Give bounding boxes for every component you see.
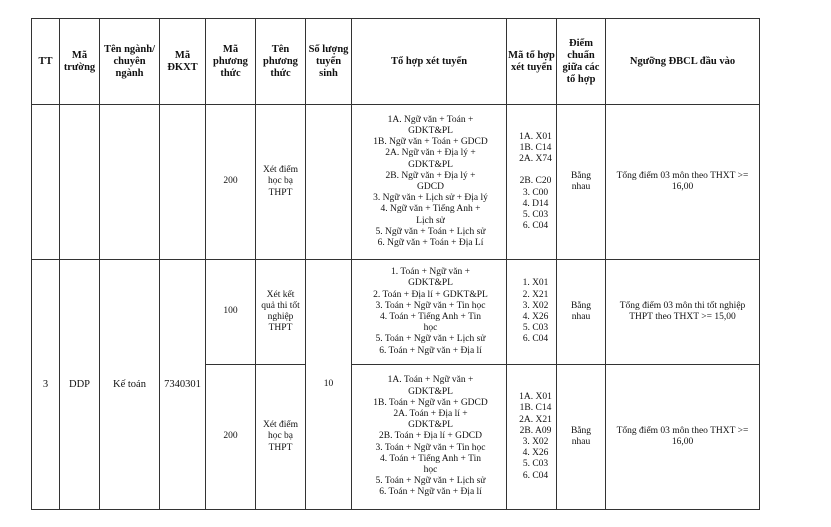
method-name-text: Xét kết quả thi tốt nghiệp THPT	[261, 289, 300, 334]
header-quota: Số lượng tuyển sinh	[306, 19, 352, 105]
cell-tt	[32, 105, 60, 260]
combo-line: học	[423, 323, 438, 334]
combo-code-line: 3. X02	[522, 437, 549, 447]
combo-code-line: 6. C04	[522, 334, 549, 345]
cell-combo-codes	[507, 365, 557, 510]
cell-combo-codes	[507, 260, 557, 365]
combo-code-line: 1B. C14	[519, 142, 552, 153]
cell-score-diff	[557, 105, 606, 260]
combo-line: 5. Ngữ văn + Toán + Lịch sử	[375, 226, 486, 237]
cell-tt: 3	[32, 260, 60, 510]
combo-line: 3. Ngữ văn + Lịch sử + Địa lý	[373, 193, 488, 204]
header-score-diff: Điểm chuẩn giữa các tổ hợp	[557, 19, 606, 105]
cell-combos	[352, 260, 507, 365]
cell-method-code: 200	[206, 365, 256, 510]
cell-threshold	[606, 105, 760, 260]
cell-threshold	[606, 365, 760, 510]
cell-combos	[352, 365, 507, 510]
cell-method-name	[256, 105, 306, 260]
combo-code-line: 2B. C20	[519, 176, 552, 187]
cell-method-code: 100	[206, 260, 256, 365]
combo-line: 1. Toán + Ngữ văn +	[391, 267, 470, 278]
combo-line: 2B. Toán + Địa lí + GDCD	[378, 431, 483, 442]
score-diff-text: Bằng nhau	[570, 300, 592, 322]
combo-line: 6. Ngữ văn + Toán + Địa Lí	[377, 238, 484, 249]
method-name-text: Xét điểm học bạ THPT	[262, 420, 299, 453]
combo-line: học	[423, 465, 438, 475]
header-row	[32, 19, 760, 105]
combo-code-line: 6. C04	[522, 470, 549, 481]
combo-code-line: 5. C03	[522, 210, 549, 220]
header-tt: TT	[32, 19, 60, 105]
combo-code-line: 2A. X21	[519, 414, 552, 425]
combo-code-line: 1A. X01	[519, 131, 552, 142]
cell-quota: 10	[306, 260, 352, 510]
header-combo-codes: Mã tổ hợp xét tuyển	[507, 19, 557, 105]
combo-line: 6. Toán + Ngữ văn + Địa lí	[379, 487, 482, 498]
method-name-text: Xét điểm học bạ THPT	[262, 165, 299, 198]
combo-code-line: 1A. X01	[519, 392, 552, 403]
combo-code-line: 5. C03	[522, 323, 549, 334]
combo-line: Lịch sử	[416, 215, 445, 226]
cell-threshold	[606, 260, 760, 365]
combo-line: 1B. Ngữ văn + Toán + GDCD	[373, 137, 488, 148]
header-school-code: Mã trường	[60, 19, 100, 105]
combo-line: GDKT&PL	[408, 159, 453, 170]
cell-combo-codes	[507, 105, 557, 260]
admission-table	[31, 18, 760, 510]
combo-line: 4. Ngữ văn + Tiếng Anh +	[380, 204, 481, 215]
cell-major: Kế toán	[100, 260, 160, 510]
combo-line: 1A. Toán + Ngữ văn +	[387, 375, 474, 386]
combo-line: GDCD	[417, 182, 444, 192]
score-diff-text: Bằng nhau	[570, 425, 592, 447]
threshold-text: Tổng điểm 03 môn theo THXT >= 16,00	[616, 170, 749, 192]
combo-code-line: 1B. C14	[519, 403, 552, 414]
combo-code-line	[515, 165, 556, 176]
combo-code-line: 6. C04	[522, 221, 549, 232]
header-method-code: Mã phương thức	[206, 19, 256, 105]
combo-line: 6. Toán + Ngữ văn + Địa lí	[379, 345, 482, 356]
combo-line: 1A. Ngữ văn + Toán +	[387, 114, 474, 125]
combo-line: 3. Toán + Ngữ văn + Tin học	[375, 442, 486, 453]
combo-line: 3. Toán + Ngữ văn + Tin học	[375, 300, 486, 311]
header-threshold: Ngưỡng ĐBCL đầu vào	[606, 19, 760, 105]
table-row-previous	[32, 105, 760, 260]
combo-line: GDKT&PL	[408, 420, 453, 431]
threshold-text: Tổng điểm 03 môn thi tốt nghiệp THPT theo THXT >= 15,00	[619, 300, 746, 322]
combo-line: 2A. Toán + Địa lí +	[393, 408, 468, 419]
header-major: Tên ngành/ chuyên ngành	[100, 19, 160, 105]
combo-code-line: 3. X02	[522, 300, 549, 311]
combo-code-line: 2B. A09	[519, 425, 552, 436]
cell-major	[100, 105, 160, 260]
combo-code-line: 5. C03	[522, 459, 549, 470]
combo-code-line: 3. C00	[522, 187, 549, 198]
cell-score-diff	[557, 260, 606, 365]
header-combos: Tổ hợp xét tuyển	[352, 19, 507, 105]
score-diff-text: Bằng nhau	[570, 170, 592, 192]
combo-line: GDKT&PL	[408, 278, 453, 289]
combo-line: 5. Toán + Ngữ văn + Lịch sử	[375, 476, 486, 487]
cell-score-diff	[557, 365, 606, 510]
cell-combos	[352, 105, 507, 260]
cell-quota	[306, 105, 352, 260]
combo-line: 4. Toán + Tiếng Anh + Tin	[380, 453, 481, 464]
table-row-ke-toan-100	[32, 260, 760, 365]
combo-code-line: 4. X26	[522, 312, 549, 322]
combo-line: GDKT&PL	[408, 125, 453, 136]
combo-line: 2. Toán + Địa lí + GDKT&PL	[373, 289, 488, 300]
combo-code-line: 4. D14	[522, 198, 549, 209]
combo-line: GDKT&PL	[408, 386, 453, 397]
combo-code-line: 1. X01	[522, 278, 549, 289]
combo-line: 5. Toán + Ngữ văn + Lịch sử	[375, 334, 486, 345]
threshold-text: Tổng điểm 03 môn theo THXT >= 16,00	[616, 425, 749, 447]
combo-code-line: 2. X21	[522, 289, 549, 300]
cell-method-code: 200	[206, 105, 256, 260]
header-code: Mã ĐKXT	[160, 19, 206, 105]
cell-code: 7340301	[160, 260, 206, 510]
combo-line: 1B. Toán + Ngữ văn + GDCD	[373, 397, 488, 408]
header-method-name: Tên phương thức	[256, 19, 306, 105]
combo-code-line: 4. X26	[522, 448, 549, 459]
combo-line: 4. Toán + Tiếng Anh + Tin	[380, 312, 481, 322]
cell-school-code	[60, 105, 100, 260]
cell-method-name	[256, 260, 306, 365]
cell-method-name	[256, 365, 306, 510]
cell-school-code: DDP	[60, 260, 100, 510]
cell-code	[160, 105, 206, 260]
combo-code-line: 2A. X74	[519, 153, 552, 164]
combo-line: 2B. Ngữ văn + Địa lý +	[385, 170, 476, 181]
combo-line: 2A. Ngữ văn + Địa lý +	[385, 148, 476, 159]
